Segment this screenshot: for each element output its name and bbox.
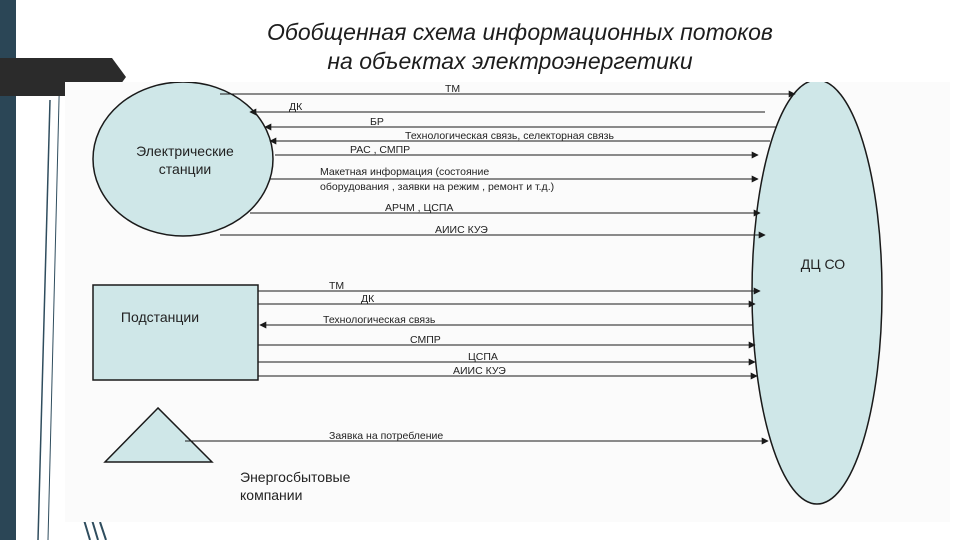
left-side-line	[38, 100, 50, 540]
flow-label: ЦСПА	[468, 351, 498, 363]
dispatch-center-label: ДЦ СО	[800, 256, 846, 272]
flow-label: ТМ	[329, 280, 345, 292]
flow-label: АИИС КУЭ	[435, 224, 488, 236]
flow-label: ДК	[361, 293, 375, 305]
energy-sales-label-line-1: Энергосбытовые	[240, 469, 351, 485]
flow-label: РАС , СМПР	[350, 144, 411, 156]
energy-sales-node	[105, 408, 212, 462]
flow-label: СМПР	[410, 334, 441, 346]
substations-node	[93, 285, 258, 380]
flow-label: БР	[370, 116, 384, 128]
substations-label: Подстанции	[120, 309, 200, 325]
energy-sales-label-line-2: компании	[240, 487, 303, 503]
flow-label: оборудования , заявки на режим , ремонт и т.д.)	[320, 181, 555, 193]
flow-label: Заявка на потребление	[329, 430, 444, 442]
power-stations-node	[93, 82, 273, 236]
bottom-stroke	[84, 520, 90, 540]
information-flow-diagram	[65, 82, 950, 522]
power-stations-label-line-2: станции	[158, 161, 212, 177]
flow-label: Технологическая связь, селекторная связь	[405, 130, 614, 142]
page-title	[100, 18, 920, 76]
flow-label: ТМ	[445, 83, 461, 95]
title-line-1: Обобщенная схема информационных потоков	[267, 19, 773, 45]
bottom-stroke	[100, 522, 106, 540]
flow-label: ДК	[289, 101, 303, 113]
flow-label: АИИС КУЭ	[453, 365, 506, 377]
flow-label: Технологическая связь	[323, 314, 436, 326]
flow-label: АРЧМ , ЦСПА	[385, 202, 454, 214]
flow-label: Макетная информация (состояние	[320, 166, 490, 178]
dispatch-center-node	[752, 82, 882, 504]
title-line-2: на объектах электроэнергетики	[327, 48, 693, 74]
power-stations-label-line-1: Электрические	[136, 143, 234, 159]
bottom-stroke	[92, 520, 98, 540]
